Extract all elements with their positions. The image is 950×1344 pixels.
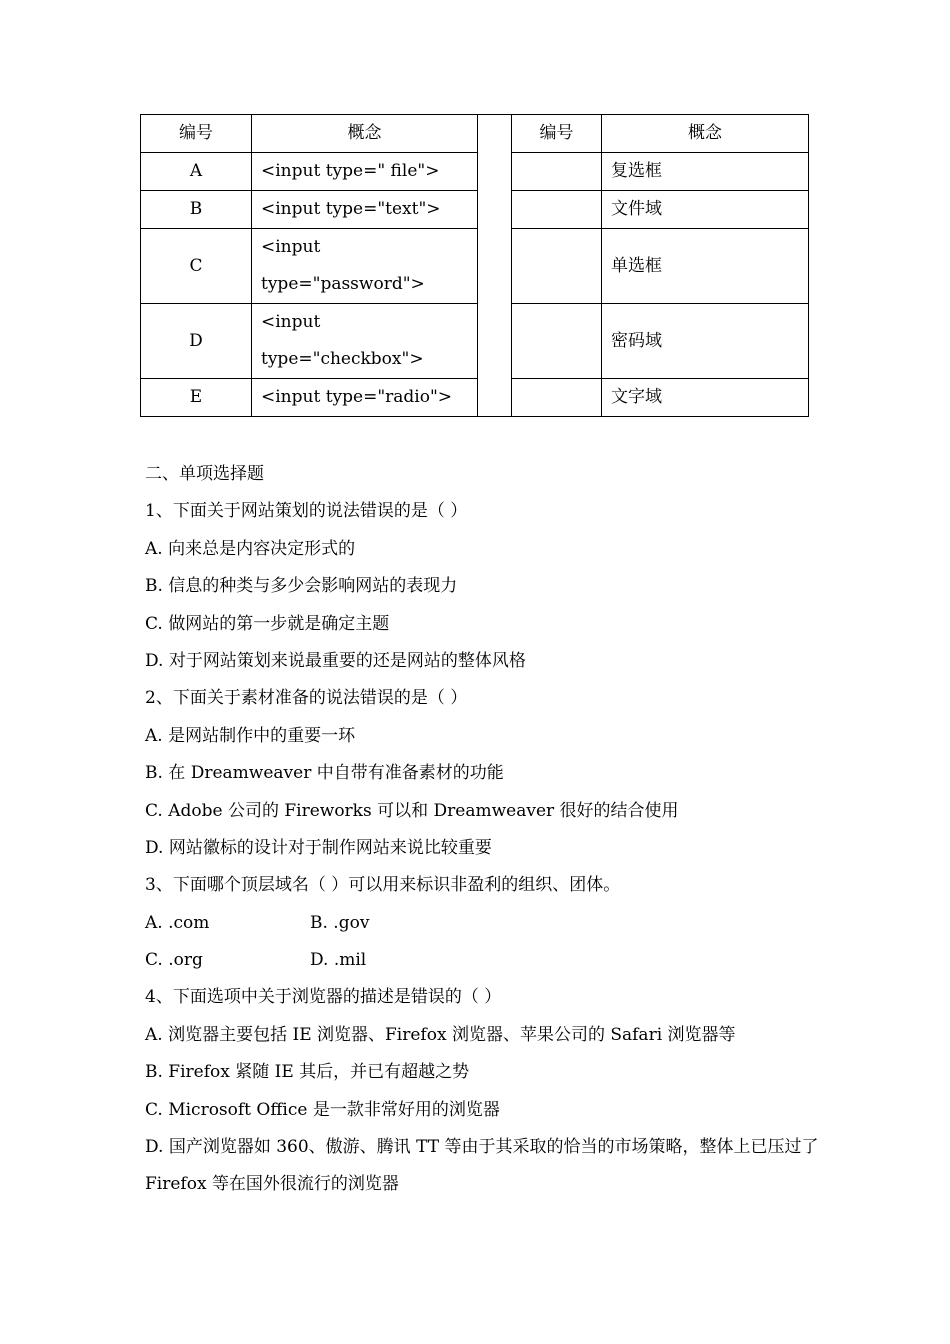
row-id: D: [141, 304, 252, 379]
row-code-line2: type="password">: [261, 274, 425, 294]
matching-table: [140, 114, 809, 417]
row-code: [252, 229, 478, 304]
answer-cell: [512, 379, 602, 417]
table-row: [141, 191, 809, 229]
option-b: B. .gov: [310, 912, 370, 933]
option-b: B. Firefox 紧随 IE 其后，并已有超越之势: [145, 1062, 470, 1083]
answer-cell: [512, 191, 602, 229]
option-c: C. Microsoft Office 是一款非常好用的浏览器: [145, 1099, 500, 1120]
row-code: [252, 304, 478, 379]
table-header-row: [141, 115, 809, 153]
option-a: A. 浏览器主要包括 IE 浏览器、Firefox 浏览器、苹果公司的 Safari 浏览器等: [145, 1024, 736, 1045]
row-code-line1: <input: [261, 237, 321, 257]
row-id: C: [141, 229, 252, 304]
table-row: [141, 153, 809, 191]
question-stem: 3、下面哪个顶层域名（ ）可以用来标识非盈利的组织、团体。: [145, 875, 621, 896]
row-id: A: [141, 153, 252, 191]
concept-cell: 文字域: [602, 379, 809, 417]
row-id: E: [141, 379, 252, 417]
header-concept-right: 概念: [602, 115, 809, 153]
option-d: D. 网站徽标的设计对于制作网站来说比较重要: [145, 837, 492, 858]
option-b: B. 在 Dreamweaver 中自带有准备素材的功能: [145, 763, 504, 784]
section-title: 二、单项选择题: [145, 464, 264, 484]
option-row: [145, 942, 825, 979]
row-code-line1: <input: [261, 312, 321, 332]
option-c: C. .org: [145, 950, 203, 971]
concept-cell: 复选框: [602, 153, 809, 191]
option-a: A. .com: [145, 912, 210, 933]
questions-section: [145, 456, 825, 1204]
option-row: [145, 905, 825, 942]
header-concept-left: 概念: [252, 115, 478, 153]
row-code: <input type="text">: [252, 191, 478, 229]
question-stem: 2、下面关于素材准备的说法错误的是（ ）: [145, 688, 468, 709]
option-d: D. 国产浏览器如 360、傲游、腾讯 TT 等由于其采取的恰当的市场策略，整体上已压过了 Firefox 等在国外很流行的浏览器: [145, 1137, 819, 1195]
answer-cell: [512, 153, 602, 191]
row-id: B: [141, 191, 252, 229]
table-row: [141, 304, 809, 379]
table-row: [141, 379, 809, 417]
row-code-line2: type="checkbox">: [261, 349, 424, 369]
header-num-left: 编号: [141, 115, 252, 153]
option-b: B. 信息的种类与多少会影响网站的表现力: [145, 576, 458, 597]
option-a: A. 向来总是内容决定形式的: [145, 538, 356, 559]
option-a: A. 是网站制作中的重要一环: [145, 725, 356, 746]
concept-cell: 单选框: [602, 229, 809, 304]
table-row: [141, 229, 809, 304]
table-gap-column: [478, 115, 512, 417]
concept-cell: 密码域: [602, 304, 809, 379]
concept-cell: 文件域: [602, 191, 809, 229]
question-stem: 4、下面选项中关于浏览器的描述是错误的（ ）: [145, 987, 502, 1008]
option-d: D. .mil: [310, 950, 367, 971]
option-d: D. 对于网站策划来说最重要的还是网站的整体风格: [145, 650, 526, 671]
header-num-right: 编号: [512, 115, 602, 153]
option-c: C. Adobe 公司的 Fireworks 可以和 Dreamweaver 很好的结合使用: [145, 800, 679, 821]
answer-cell: [512, 304, 602, 379]
row-code: <input type=" file">: [252, 153, 478, 191]
answer-cell: [512, 229, 602, 304]
option-c: C. 做网站的第一步就是确定主题: [145, 613, 390, 634]
question-stem: 1、下面关于网站策划的说法错误的是（ ）: [145, 501, 468, 522]
row-code: <input type="radio">: [252, 379, 478, 417]
